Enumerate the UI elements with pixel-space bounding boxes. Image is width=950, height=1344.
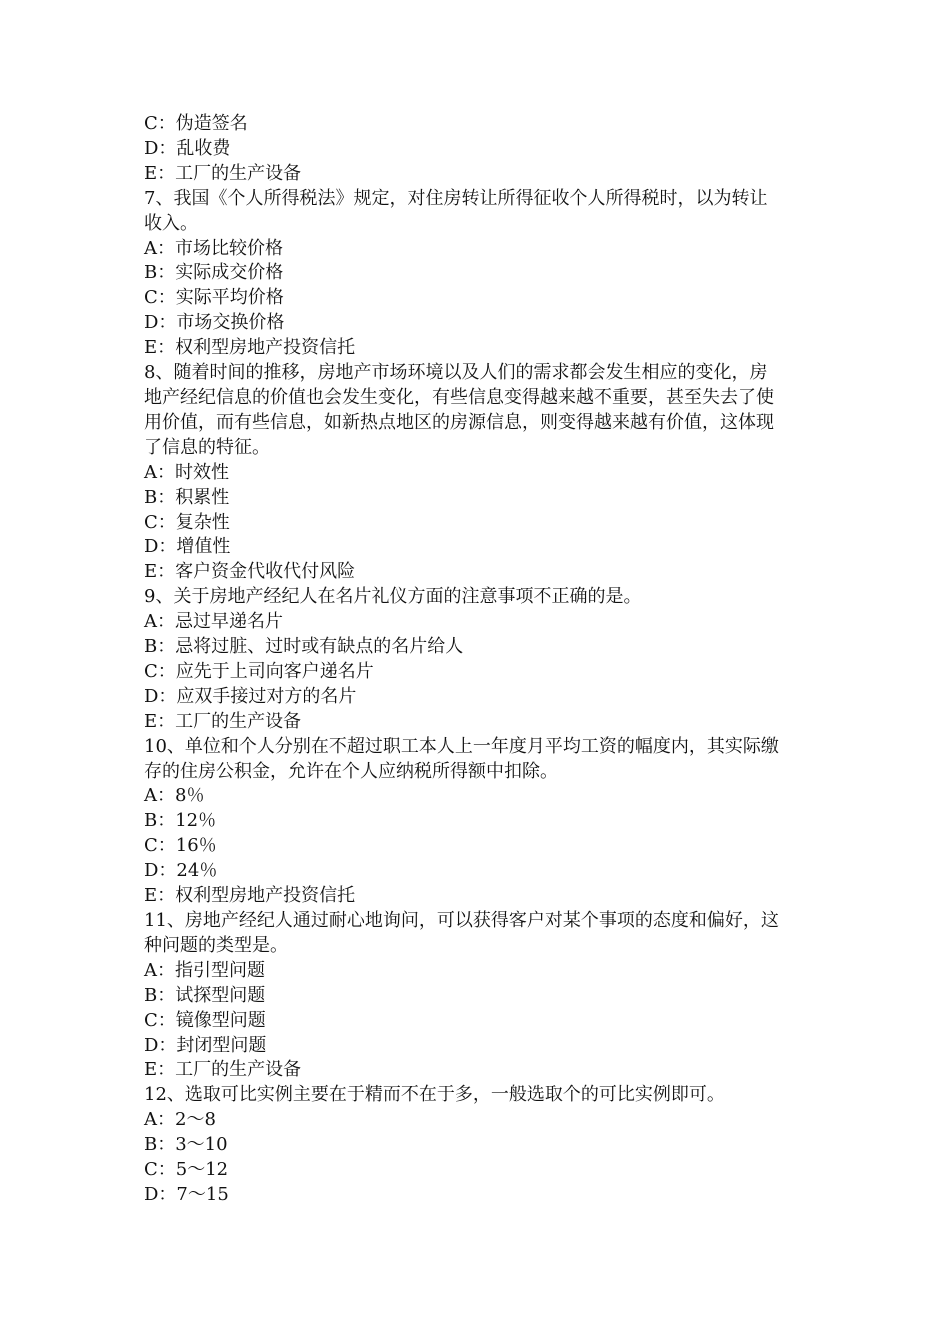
- document-text-line: 10、单位和个人分别在不超过职工本人上一年度月平均工资的幅度内，其实际缴: [144, 735, 779, 757]
- document-text-line: D：乱收费: [144, 137, 231, 159]
- document-text-line: B：实际成交价格: [144, 262, 284, 284]
- document-text-line: D：24％: [144, 860, 218, 882]
- document-text-line: 用价值，而有些信息，如新热点地区的房源信息，则变得越来越有价值，这体现: [144, 411, 774, 433]
- document-text-line: D：封闭型问题: [144, 1034, 267, 1056]
- document-text-line: 收入。: [144, 212, 198, 234]
- document-text-line: 存的住房公积金，允许在个人应纳税所得额中扣除。: [144, 760, 558, 782]
- document-text-line: A：忌过早递名片: [144, 611, 283, 633]
- document-body: [144, 112, 808, 1208]
- document-text-line: C：5～12: [144, 1159, 229, 1181]
- document-text-line: C：复杂性: [144, 511, 230, 533]
- document-text-line: A：市场比较价格: [144, 237, 283, 259]
- document-text-line: E：工厂的生产设备: [144, 162, 302, 184]
- document-text-line: 11、房地产经纪人通过耐心地询问，可以获得客户对某个事项的态度和偏好，这: [144, 910, 779, 931]
- document-text-line: E：客户资金代收代付风险: [144, 561, 356, 583]
- document-text-line: C：伪造签名: [144, 113, 248, 134]
- document-text-line: 9、关于房地产经纪人在名片礼仪方面的注意事项不正确的是。: [144, 586, 642, 608]
- document-text-line: E：工厂的生产设备: [144, 710, 302, 732]
- document-text-line: B：试探型问题: [144, 984, 266, 1006]
- document-text-line: A：指引型问题: [144, 959, 265, 981]
- document-text-line: C：镜像型问题: [144, 1009, 266, 1031]
- document-text-line: D：7～15: [144, 1183, 229, 1205]
- document-text-line: D：增值性: [144, 536, 231, 558]
- document-text-line: E：权利型房地产投资信托: [144, 885, 356, 907]
- document-text-line: E：权利型房地产投资信托: [144, 337, 356, 359]
- document-text-line: A：8％: [144, 785, 205, 807]
- document-text-line: 7、我国《个人所得税法》规定，对住房转让所得征收个人所得税时，以为转让: [144, 187, 768, 209]
- document-text-line: C：16％: [144, 835, 217, 857]
- document-text-line: B：3～10: [144, 1134, 228, 1156]
- document-text-line: D：应双手接过对方的名片: [144, 685, 357, 707]
- document-text-line: 8、随着时间的推移，房地产市场环境以及人们的需求都会发生相应的变化，房: [144, 362, 768, 384]
- document-text-line: B：积累性: [144, 486, 230, 508]
- document-text-line: 地产经纪信息的价值也会发生变化，有些信息变得越来越不重要，甚至失去了使: [144, 386, 774, 408]
- document-text-line: E：工厂的生产设备: [144, 1059, 302, 1081]
- document-text-line: A：时效性: [144, 461, 229, 483]
- document-text-line: 种问题的类型是。: [144, 934, 288, 956]
- document-text-line: C：应先于上司向客户递名片: [144, 660, 374, 682]
- document-text-line: D：市场交换价格: [144, 312, 285, 334]
- document-text-line: C：实际平均价格: [144, 287, 284, 309]
- document-text-line: B：12％: [144, 810, 217, 832]
- document-text-line: A：2～8: [144, 1109, 216, 1131]
- document-text-line: B：忌将过脏、过时或有缺点的名片给人: [144, 636, 464, 658]
- document-text-line: 12、选取可比实例主要在于精而不在于多，一般选取个的可比实例即可。: [144, 1084, 725, 1106]
- document-text-line: 了信息的特征。: [144, 436, 270, 458]
